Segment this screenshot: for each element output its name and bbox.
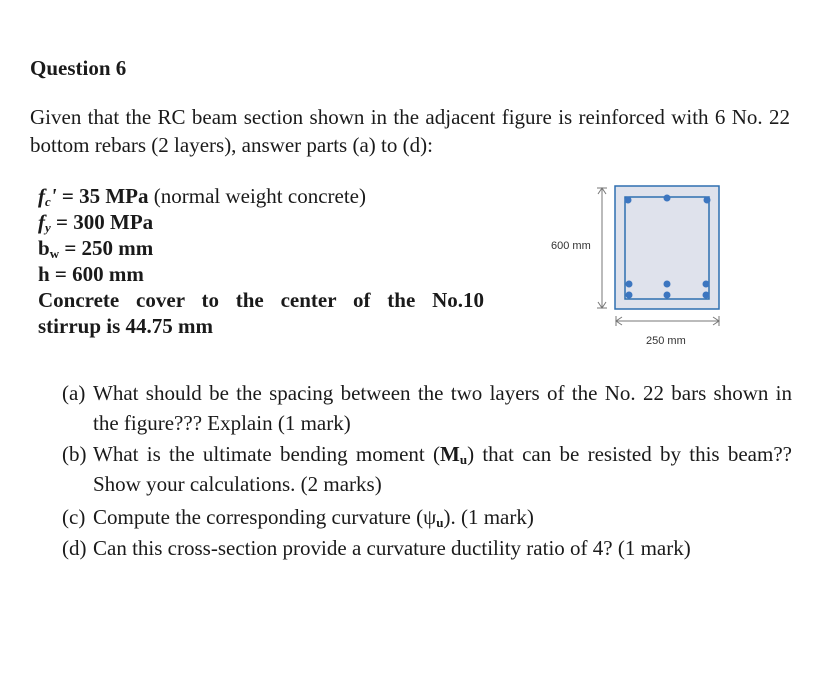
top-rebar	[704, 197, 711, 204]
part-d-label: (d)	[62, 536, 87, 560]
height-label: 600 mm	[551, 240, 591, 252]
cover-line-1: Concrete cover to the center of the No.10	[38, 288, 484, 312]
height-dimension	[597, 188, 607, 308]
part-b	[62, 439, 792, 499]
fc-note: (normal weight concrete)	[153, 184, 366, 208]
part-c-text-before: Compute the corresponding curvature (	[93, 505, 424, 529]
fc-symbol: $f_c'$	[38, 184, 57, 209]
part-c-label: (c)	[62, 505, 86, 529]
mu-symbol	[440, 442, 467, 466]
part-b-text-before: What is the ultimate bending moment (	[93, 442, 441, 466]
beam-section-figure	[545, 180, 735, 350]
part-d	[62, 533, 792, 563]
bottom-rebar	[664, 281, 671, 288]
bottom-rebar	[626, 292, 633, 299]
bw-value: = 250 mm	[64, 236, 154, 260]
psi-subscript: u	[436, 515, 444, 530]
part-b-text-after: ) that can be resisted by this beam?? Show your calculations. (2 marks)	[93, 442, 792, 496]
part-c	[62, 502, 792, 532]
width-dimension	[616, 316, 719, 326]
given-bw	[38, 235, 153, 261]
fy-symbol: $f_y$	[38, 210, 51, 235]
part-a-label: (a)	[62, 381, 86, 405]
mu-symbol-letter: M	[440, 442, 460, 466]
given-cover	[38, 287, 484, 339]
bottom-rebar	[703, 292, 710, 299]
top-rebar	[625, 197, 632, 204]
part-c-text-after: ). (1 mark)	[443, 505, 534, 529]
h-line: h = 600 mm	[38, 262, 144, 286]
top-rebar	[664, 195, 671, 202]
part-d-text: Can this cross-section provide a curvature ductility ratio of 4? (1 mark)	[93, 536, 691, 560]
fy-value: = 300 MPa	[56, 210, 154, 234]
part-c-text	[93, 502, 792, 532]
bottom-rebar	[703, 281, 710, 288]
given-fc	[38, 183, 366, 209]
bottom-rebar	[626, 281, 633, 288]
part-a-text: What should be the spacing between the two layers of the No. 22 bars shown in the figure??? Explain (1 mark)	[93, 381, 792, 435]
mu-subscript: u	[459, 452, 468, 467]
width-label: 250 mm	[646, 335, 686, 347]
part-a	[62, 378, 792, 438]
bottom-rebar	[664, 292, 671, 299]
cover-line-2: stirrup is 44.75 mm	[38, 314, 213, 338]
concrete-section	[615, 186, 719, 309]
given-h	[38, 261, 144, 287]
question-title: Question 6	[30, 56, 127, 80]
given-fy	[38, 209, 153, 235]
question-intro: Given that the RC beam section shown in the adjacent figure is reinforced with 6 No. 22 bottom rebars (2 layers), answer parts (a) to (d):	[30, 105, 790, 157]
psi-symbol: ψ	[423, 505, 437, 529]
part-b-label: (b)	[62, 442, 87, 466]
fc-value: = 35 MPa	[61, 184, 149, 208]
bw-symbol: $b_w$	[38, 236, 60, 261]
part-b-text	[93, 439, 792, 499]
